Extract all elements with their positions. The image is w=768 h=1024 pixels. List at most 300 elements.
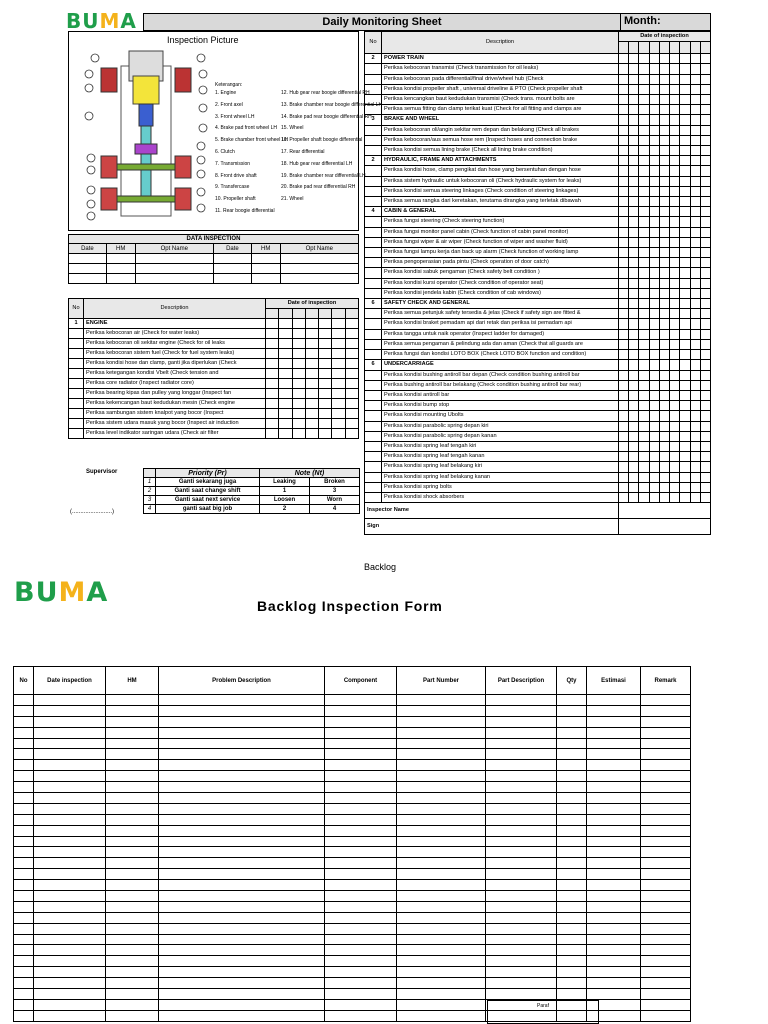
check-cell[interactable]	[332, 429, 345, 439]
backlog-cell[interactable]	[106, 945, 159, 956]
check-cell[interactable]	[680, 299, 690, 309]
backlog-cell[interactable]	[14, 978, 34, 989]
check-cell[interactable]	[619, 95, 629, 105]
backlog-cell[interactable]	[325, 967, 397, 978]
check-cell[interactable]	[649, 156, 659, 166]
backlog-cell[interactable]	[34, 771, 106, 782]
check-cell[interactable]	[629, 441, 639, 451]
check-cell[interactable]	[659, 197, 669, 207]
backlog-cell[interactable]	[641, 847, 691, 858]
check-cell[interactable]	[629, 462, 639, 472]
check-cell[interactable]	[680, 146, 690, 156]
check-cell[interactable]	[680, 390, 690, 400]
backlog-cell[interactable]	[486, 782, 557, 793]
check-cell[interactable]	[619, 492, 629, 502]
check-cell[interactable]	[649, 288, 659, 298]
check-cell[interactable]	[680, 105, 690, 115]
check-cell[interactable]	[279, 389, 292, 399]
backlog-cell[interactable]	[34, 880, 106, 891]
check-cell[interactable]	[629, 309, 639, 319]
check-cell[interactable]	[619, 115, 629, 125]
check-cell[interactable]	[649, 146, 659, 156]
check-cell[interactable]	[659, 288, 669, 298]
backlog-cell[interactable]	[557, 782, 587, 793]
check-cell[interactable]	[266, 359, 279, 369]
backlog-cell[interactable]	[557, 891, 587, 902]
check-cell[interactable]	[700, 125, 710, 135]
backlog-cell[interactable]	[106, 825, 159, 836]
check-cell[interactable]	[680, 115, 690, 125]
check-cell[interactable]	[305, 389, 318, 399]
check-cell[interactable]	[649, 54, 659, 64]
backlog-cell[interactable]	[159, 749, 325, 760]
backlog-cell[interactable]	[159, 782, 325, 793]
backlog-cell[interactable]	[14, 803, 34, 814]
check-cell[interactable]	[649, 64, 659, 74]
backlog-cell[interactable]	[14, 836, 34, 847]
check-cell[interactable]	[680, 411, 690, 421]
check-cell[interactable]	[690, 329, 700, 339]
backlog-cell[interactable]	[34, 803, 106, 814]
check-cell[interactable]	[629, 350, 639, 360]
backlog-cell[interactable]	[14, 999, 34, 1010]
check-cell[interactable]	[680, 370, 690, 380]
backlog-cell[interactable]	[486, 749, 557, 760]
check-cell[interactable]	[659, 482, 669, 492]
backlog-cell[interactable]	[106, 793, 159, 804]
backlog-cell[interactable]	[486, 847, 557, 858]
check-cell[interactable]	[639, 268, 649, 278]
check-cell[interactable]	[639, 258, 649, 268]
check-cell[interactable]	[319, 399, 332, 409]
check-cell[interactable]	[305, 429, 318, 439]
check-cell[interactable]	[649, 125, 659, 135]
check-cell[interactable]	[279, 409, 292, 419]
backlog-cell[interactable]	[641, 695, 691, 706]
check-cell[interactable]	[659, 227, 669, 237]
check-cell[interactable]	[680, 482, 690, 492]
backlog-cell[interactable]	[486, 858, 557, 869]
check-cell[interactable]	[629, 105, 639, 115]
check-cell[interactable]	[690, 115, 700, 125]
check-cell[interactable]	[690, 258, 700, 268]
check-cell[interactable]	[619, 401, 629, 411]
check-cell[interactable]	[639, 441, 649, 451]
check-cell[interactable]	[700, 278, 710, 288]
backlog-cell[interactable]	[325, 803, 397, 814]
check-cell[interactable]	[619, 360, 629, 370]
check-cell[interactable]	[700, 227, 710, 237]
check-cell[interactable]	[700, 421, 710, 431]
check-cell[interactable]	[700, 370, 710, 380]
backlog-cell[interactable]	[397, 956, 486, 967]
backlog-cell[interactable]	[397, 814, 486, 825]
check-cell[interactable]	[649, 390, 659, 400]
check-cell[interactable]	[279, 339, 292, 349]
backlog-cell[interactable]	[557, 901, 587, 912]
backlog-cell[interactable]	[106, 749, 159, 760]
check-cell[interactable]	[659, 115, 669, 125]
check-cell[interactable]	[619, 217, 629, 227]
backlog-cell[interactable]	[14, 912, 34, 923]
backlog-cell[interactable]	[641, 782, 691, 793]
backlog-cell[interactable]	[14, 825, 34, 836]
backlog-cell[interactable]	[159, 705, 325, 716]
check-cell[interactable]	[680, 441, 690, 451]
check-cell[interactable]	[690, 309, 700, 319]
check-cell[interactable]	[649, 207, 659, 217]
backlog-cell[interactable]	[159, 901, 325, 912]
check-cell[interactable]	[319, 349, 332, 359]
check-cell[interactable]	[649, 492, 659, 502]
backlog-cell[interactable]	[34, 814, 106, 825]
check-cell[interactable]	[690, 197, 700, 207]
backlog-cell[interactable]	[486, 825, 557, 836]
check-cell[interactable]	[345, 329, 358, 339]
check-cell[interactable]	[670, 452, 680, 462]
check-cell[interactable]	[639, 380, 649, 390]
check-cell[interactable]	[649, 380, 659, 390]
backlog-cell[interactable]	[159, 760, 325, 771]
check-cell[interactable]	[670, 421, 680, 431]
check-cell[interactable]	[332, 409, 345, 419]
check-cell[interactable]	[639, 125, 649, 135]
check-cell[interactable]	[305, 409, 318, 419]
check-cell[interactable]	[670, 95, 680, 105]
check-cell[interactable]	[629, 390, 639, 400]
backlog-cell[interactable]	[587, 803, 641, 814]
check-cell[interactable]	[629, 360, 639, 370]
backlog-cell[interactable]	[486, 880, 557, 891]
backlog-cell[interactable]	[14, 760, 34, 771]
check-cell[interactable]	[649, 441, 659, 451]
check-cell[interactable]	[305, 349, 318, 359]
check-cell[interactable]	[659, 380, 669, 390]
check-cell[interactable]	[292, 379, 305, 389]
check-cell[interactable]	[690, 452, 700, 462]
backlog-cell[interactable]	[486, 793, 557, 804]
check-cell[interactable]	[649, 329, 659, 339]
backlog-cell[interactable]	[159, 771, 325, 782]
check-cell[interactable]	[680, 268, 690, 278]
backlog-cell[interactable]	[557, 923, 587, 934]
backlog-cell[interactable]	[557, 738, 587, 749]
check-cell[interactable]	[629, 268, 639, 278]
backlog-cell[interactable]	[106, 814, 159, 825]
check-cell[interactable]	[649, 166, 659, 176]
check-cell[interactable]	[345, 349, 358, 359]
check-cell[interactable]	[649, 482, 659, 492]
backlog-cell[interactable]	[486, 803, 557, 814]
check-cell[interactable]	[690, 299, 700, 309]
check-cell[interactable]	[670, 176, 680, 186]
backlog-cell[interactable]	[397, 880, 486, 891]
check-cell[interactable]	[659, 217, 669, 227]
check-cell[interactable]	[639, 492, 649, 502]
backlog-cell[interactable]	[106, 771, 159, 782]
backlog-cell[interactable]	[587, 814, 641, 825]
backlog-cell[interactable]	[587, 901, 641, 912]
check-cell[interactable]	[619, 472, 629, 482]
backlog-cell[interactable]	[14, 869, 34, 880]
check-cell[interactable]	[629, 186, 639, 196]
backlog-cell[interactable]	[557, 978, 587, 989]
check-cell[interactable]	[639, 54, 649, 64]
backlog-cell[interactable]	[641, 945, 691, 956]
check-cell[interactable]	[649, 197, 659, 207]
backlog-cell[interactable]	[325, 727, 397, 738]
check-cell[interactable]	[700, 329, 710, 339]
check-cell[interactable]	[659, 329, 669, 339]
check-cell[interactable]	[629, 329, 639, 339]
check-cell[interactable]	[629, 431, 639, 441]
backlog-cell[interactable]	[587, 782, 641, 793]
backlog-cell[interactable]	[486, 912, 557, 923]
check-cell[interactable]	[619, 431, 629, 441]
check-cell[interactable]	[292, 399, 305, 409]
check-cell[interactable]	[649, 309, 659, 319]
check-cell[interactable]	[292, 409, 305, 419]
backlog-cell[interactable]	[641, 880, 691, 891]
check-cell[interactable]	[670, 227, 680, 237]
check-cell[interactable]	[670, 299, 680, 309]
backlog-cell[interactable]	[325, 858, 397, 869]
backlog-cell[interactable]	[397, 782, 486, 793]
check-cell[interactable]	[680, 350, 690, 360]
backlog-cell[interactable]	[325, 814, 397, 825]
check-cell[interactable]	[680, 248, 690, 258]
backlog-cell[interactable]	[159, 978, 325, 989]
check-cell[interactable]	[690, 380, 700, 390]
check-cell[interactable]	[670, 329, 680, 339]
check-cell[interactable]	[700, 64, 710, 74]
check-cell[interactable]	[680, 329, 690, 339]
check-cell[interactable]	[659, 401, 669, 411]
backlog-cell[interactable]	[641, 967, 691, 978]
backlog-cell[interactable]	[587, 858, 641, 869]
check-cell[interactable]	[345, 429, 358, 439]
check-cell[interactable]	[319, 429, 332, 439]
backlog-cell[interactable]	[106, 858, 159, 869]
backlog-cell[interactable]	[397, 869, 486, 880]
check-cell[interactable]	[292, 369, 305, 379]
check-cell[interactable]	[680, 135, 690, 145]
check-cell[interactable]	[680, 278, 690, 288]
backlog-cell[interactable]	[641, 912, 691, 923]
check-cell[interactable]	[629, 380, 639, 390]
check-cell[interactable]	[639, 421, 649, 431]
check-cell[interactable]	[649, 472, 659, 482]
backlog-cell[interactable]	[397, 978, 486, 989]
backlog-cell[interactable]	[397, 793, 486, 804]
check-cell[interactable]	[659, 74, 669, 84]
check-cell[interactable]	[279, 429, 292, 439]
check-cell[interactable]	[670, 268, 680, 278]
backlog-cell[interactable]	[587, 771, 641, 782]
backlog-cell[interactable]	[486, 891, 557, 902]
backlog-cell[interactable]	[641, 738, 691, 749]
backlog-cell[interactable]	[159, 858, 325, 869]
check-cell[interactable]	[619, 176, 629, 186]
backlog-cell[interactable]	[34, 912, 106, 923]
check-cell[interactable]	[700, 84, 710, 94]
check-cell[interactable]	[629, 176, 639, 186]
check-cell[interactable]	[670, 411, 680, 421]
backlog-cell[interactable]	[486, 738, 557, 749]
check-cell[interactable]	[279, 359, 292, 369]
check-cell[interactable]	[619, 462, 629, 472]
check-cell[interactable]	[619, 135, 629, 145]
backlog-cell[interactable]	[587, 738, 641, 749]
check-cell[interactable]	[332, 419, 345, 429]
check-cell[interactable]	[639, 156, 649, 166]
backlog-cell[interactable]	[325, 738, 397, 749]
check-cell[interactable]	[266, 399, 279, 409]
backlog-cell[interactable]	[14, 771, 34, 782]
check-cell[interactable]	[690, 105, 700, 115]
check-cell[interactable]	[305, 359, 318, 369]
check-cell[interactable]	[680, 258, 690, 268]
backlog-cell[interactable]	[557, 836, 587, 847]
check-cell[interactable]	[690, 268, 700, 278]
backlog-cell[interactable]	[34, 705, 106, 716]
check-cell[interactable]	[292, 349, 305, 359]
check-cell[interactable]	[659, 278, 669, 288]
backlog-cell[interactable]	[641, 1010, 691, 1021]
check-cell[interactable]	[639, 329, 649, 339]
backlog-cell[interactable]	[587, 989, 641, 1000]
check-cell[interactable]	[680, 207, 690, 217]
check-cell[interactable]	[619, 227, 629, 237]
check-cell[interactable]	[659, 492, 669, 502]
check-cell[interactable]	[680, 452, 690, 462]
check-cell[interactable]	[670, 84, 680, 94]
check-cell[interactable]	[639, 227, 649, 237]
check-cell[interactable]	[659, 339, 669, 349]
check-cell[interactable]	[680, 462, 690, 472]
backlog-cell[interactable]	[34, 869, 106, 880]
check-cell[interactable]	[670, 258, 680, 268]
check-cell[interactable]	[639, 135, 649, 145]
check-cell[interactable]	[332, 329, 345, 339]
check-cell[interactable]	[649, 176, 659, 186]
backlog-cell[interactable]	[557, 825, 587, 836]
backlog-cell[interactable]	[159, 934, 325, 945]
backlog-cell[interactable]	[14, 880, 34, 891]
check-cell[interactable]	[619, 84, 629, 94]
check-cell[interactable]	[680, 288, 690, 298]
check-cell[interactable]	[629, 166, 639, 176]
backlog-cell[interactable]	[587, 869, 641, 880]
check-cell[interactable]	[670, 197, 680, 207]
check-cell[interactable]	[345, 359, 358, 369]
check-cell[interactable]	[670, 288, 680, 298]
check-cell[interactable]	[266, 429, 279, 439]
backlog-cell[interactable]	[397, 989, 486, 1000]
backlog-cell[interactable]	[325, 760, 397, 771]
check-cell[interactable]	[332, 339, 345, 349]
check-cell[interactable]	[680, 309, 690, 319]
check-cell[interactable]	[659, 309, 669, 319]
check-cell[interactable]	[670, 482, 680, 492]
check-cell[interactable]	[649, 431, 659, 441]
check-cell[interactable]	[659, 431, 669, 441]
check-cell[interactable]	[279, 379, 292, 389]
check-cell[interactable]	[639, 370, 649, 380]
check-cell[interactable]	[319, 419, 332, 429]
backlog-cell[interactable]	[34, 1010, 106, 1021]
backlog-cell[interactable]	[486, 923, 557, 934]
backlog-cell[interactable]	[641, 989, 691, 1000]
check-cell[interactable]	[639, 411, 649, 421]
paraf-box[interactable]	[487, 1000, 599, 1024]
backlog-cell[interactable]	[557, 880, 587, 891]
check-cell[interactable]	[619, 299, 629, 309]
backlog-cell[interactable]	[14, 989, 34, 1000]
backlog-cell[interactable]	[557, 695, 587, 706]
check-cell[interactable]	[690, 462, 700, 472]
check-cell[interactable]	[639, 462, 649, 472]
check-cell[interactable]	[649, 278, 659, 288]
backlog-cell[interactable]	[557, 956, 587, 967]
backlog-cell[interactable]	[325, 847, 397, 858]
backlog-cell[interactable]	[159, 695, 325, 706]
check-cell[interactable]	[670, 370, 680, 380]
backlog-cell[interactable]	[159, 891, 325, 902]
backlog-cell[interactable]	[34, 989, 106, 1000]
check-cell[interactable]	[345, 379, 358, 389]
backlog-cell[interactable]	[486, 760, 557, 771]
check-cell[interactable]	[670, 401, 680, 411]
check-cell[interactable]	[649, 268, 659, 278]
backlog-cell[interactable]	[106, 967, 159, 978]
check-cell[interactable]	[639, 207, 649, 217]
check-cell[interactable]	[639, 288, 649, 298]
check-cell[interactable]	[639, 390, 649, 400]
check-cell[interactable]	[649, 84, 659, 94]
check-cell[interactable]	[639, 339, 649, 349]
check-cell[interactable]	[680, 156, 690, 166]
backlog-cell[interactable]	[397, 825, 486, 836]
check-cell[interactable]	[292, 329, 305, 339]
check-cell[interactable]	[670, 472, 680, 482]
check-cell[interactable]	[649, 258, 659, 268]
backlog-cell[interactable]	[34, 749, 106, 760]
check-cell[interactable]	[680, 176, 690, 186]
check-cell[interactable]	[619, 186, 629, 196]
check-cell[interactable]	[639, 309, 649, 319]
check-cell[interactable]	[649, 339, 659, 349]
backlog-cell[interactable]	[159, 793, 325, 804]
backlog-cell[interactable]	[106, 727, 159, 738]
check-cell[interactable]	[680, 431, 690, 441]
check-cell[interactable]	[639, 278, 649, 288]
check-cell[interactable]	[649, 370, 659, 380]
check-cell[interactable]	[305, 329, 318, 339]
check-cell[interactable]	[629, 299, 639, 309]
backlog-cell[interactable]	[106, 880, 159, 891]
check-cell[interactable]	[649, 74, 659, 84]
check-cell[interactable]	[659, 472, 669, 482]
check-cell[interactable]	[700, 156, 710, 166]
check-cell[interactable]	[619, 421, 629, 431]
check-cell[interactable]	[690, 492, 700, 502]
check-cell[interactable]	[266, 419, 279, 429]
backlog-cell[interactable]	[325, 999, 397, 1010]
backlog-cell[interactable]	[641, 934, 691, 945]
check-cell[interactable]	[345, 409, 358, 419]
check-cell[interactable]	[649, 350, 659, 360]
